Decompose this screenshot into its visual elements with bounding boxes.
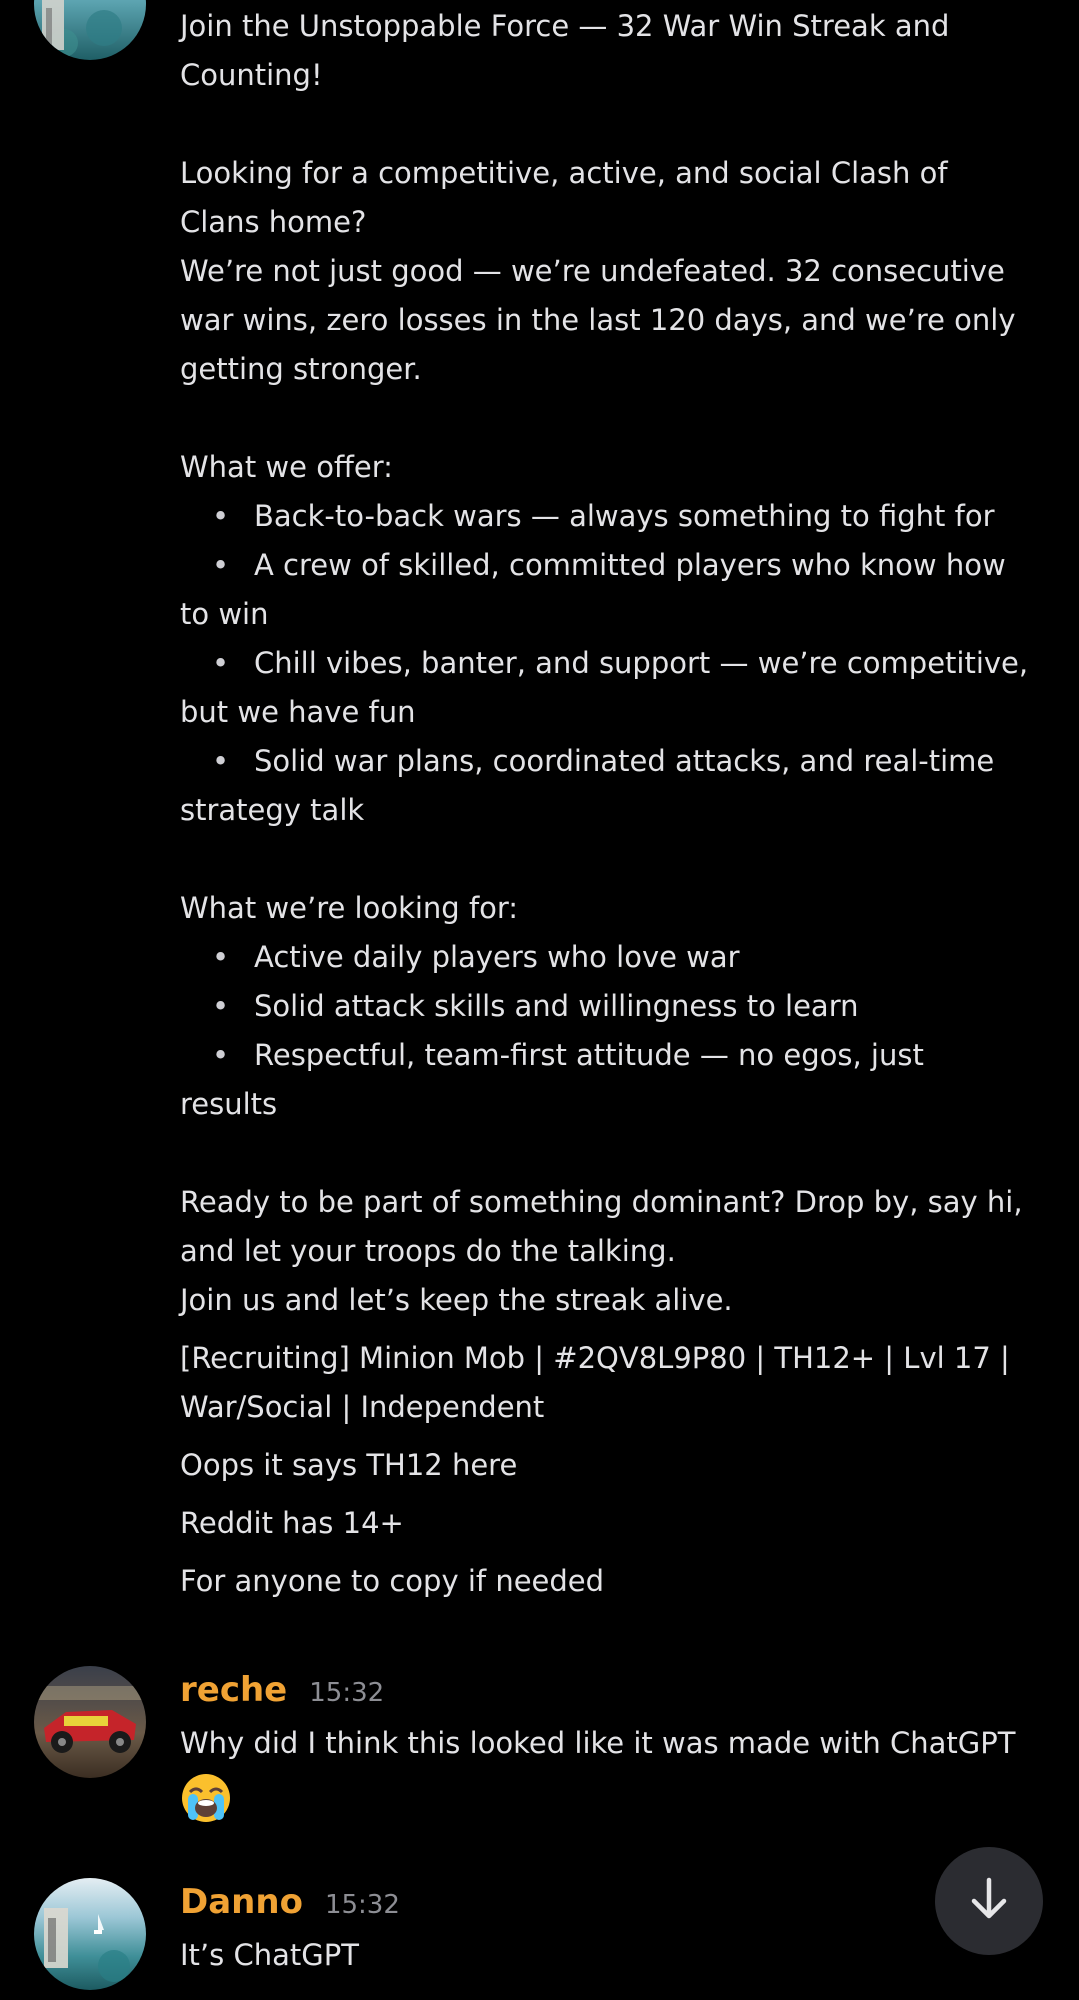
message-header-danno — [180, 1882, 400, 1922]
list-item — [180, 1031, 1040, 1080]
message-line: Clans home? — [180, 205, 367, 239]
list-item-text: Solid attack skills and willingness to learn — [254, 989, 859, 1023]
looking-heading: What we’re looking for: — [180, 891, 519, 925]
message-line: Counting! — [180, 58, 323, 92]
followup-message: For anyone to copy if needed — [180, 1564, 605, 1598]
list-item-continuation: to win — [180, 597, 269, 631]
avatar-reche[interactable] — [34, 1666, 146, 1778]
list-item-text: Solid war plans, coordinated attacks, and real-time — [254, 744, 995, 778]
list-item-continuation: but we have fun — [180, 695, 416, 729]
message-line: Ready to be part of something dominant? Drop by, say hi, — [180, 1185, 1023, 1219]
list-item-text: Active daily players who love war — [254, 940, 740, 974]
followup-message: Oops it says TH12 here — [180, 1448, 518, 1482]
message-line: war wins, zero losses in the last 120 days, and we’re only — [180, 303, 1016, 337]
message-line: getting stronger. — [180, 352, 422, 386]
message-line: Join the Unstoppable Force — 32 War Win Streak and — [180, 9, 950, 43]
loudly-crying-face-icon — [180, 1772, 232, 1839]
bullet-icon: • — [212, 548, 230, 582]
message-line: Looking for a competitive, active, and social Clash of — [180, 156, 948, 190]
list-item — [180, 639, 1040, 688]
username[interactable]: reche — [180, 1670, 288, 1710]
list-item-text: Back-to-back wars — always something to fight for — [254, 499, 995, 533]
arrow-down-icon — [964, 1874, 1014, 1928]
recruitment-message — [180, 2, 1040, 1606]
message-line: Join us and let’s keep the streak alive. — [180, 1283, 733, 1317]
list-item — [180, 933, 1040, 982]
bullet-icon: • — [212, 744, 230, 778]
list-item — [180, 982, 1040, 1031]
list-item-text: Respectful, team-first attitude — no egos, just — [254, 1038, 924, 1072]
list-item-continuation: results — [180, 1087, 278, 1121]
message-reche — [180, 1719, 1040, 1839]
bullet-icon: • — [212, 499, 230, 533]
avatar-danno-top[interactable] — [34, 0, 146, 60]
scroll-to-bottom-button[interactable] — [935, 1847, 1043, 1955]
list-item-text: A crew of skilled, committed players who know how — [254, 548, 1006, 582]
bullet-icon: • — [212, 989, 230, 1023]
followup-message: Reddit has 14+ — [180, 1506, 404, 1540]
timestamp: 15:32 — [324, 1890, 400, 1920]
bullet-icon: • — [212, 940, 230, 974]
list-item-text: Chill vibes, banter, and support — we’re competitive, — [254, 646, 1029, 680]
avatar-danno[interactable] — [34, 1878, 146, 1990]
message-line: We’re not just good — we’re undefeated. 32 consecutive — [180, 254, 1005, 288]
message-line: and let your troops do the talking. — [180, 1234, 676, 1268]
message-danno — [180, 1931, 1040, 1980]
list-item — [180, 737, 1040, 786]
list-item-continuation: strategy talk — [180, 793, 365, 827]
bullet-icon: • — [212, 646, 230, 680]
bullet-icon: • — [212, 1038, 230, 1072]
timestamp: 15:32 — [309, 1678, 385, 1708]
message-line: War/Social | Independent — [180, 1390, 545, 1424]
message-line: [Recruiting] Minion Mob | #2QV8L9P80 | TH12+ | Lvl 17 | — [180, 1341, 1010, 1375]
message-text: Why did I think this looked like it was made with ChatGPT — [180, 1726, 1016, 1760]
list-item — [180, 492, 1040, 541]
offer-heading: What we offer: — [180, 450, 393, 484]
list-item — [180, 541, 1040, 590]
username[interactable]: Danno — [180, 1882, 303, 1922]
message-header-reche — [180, 1670, 384, 1710]
message-text: It’s ChatGPT — [180, 1938, 359, 1972]
